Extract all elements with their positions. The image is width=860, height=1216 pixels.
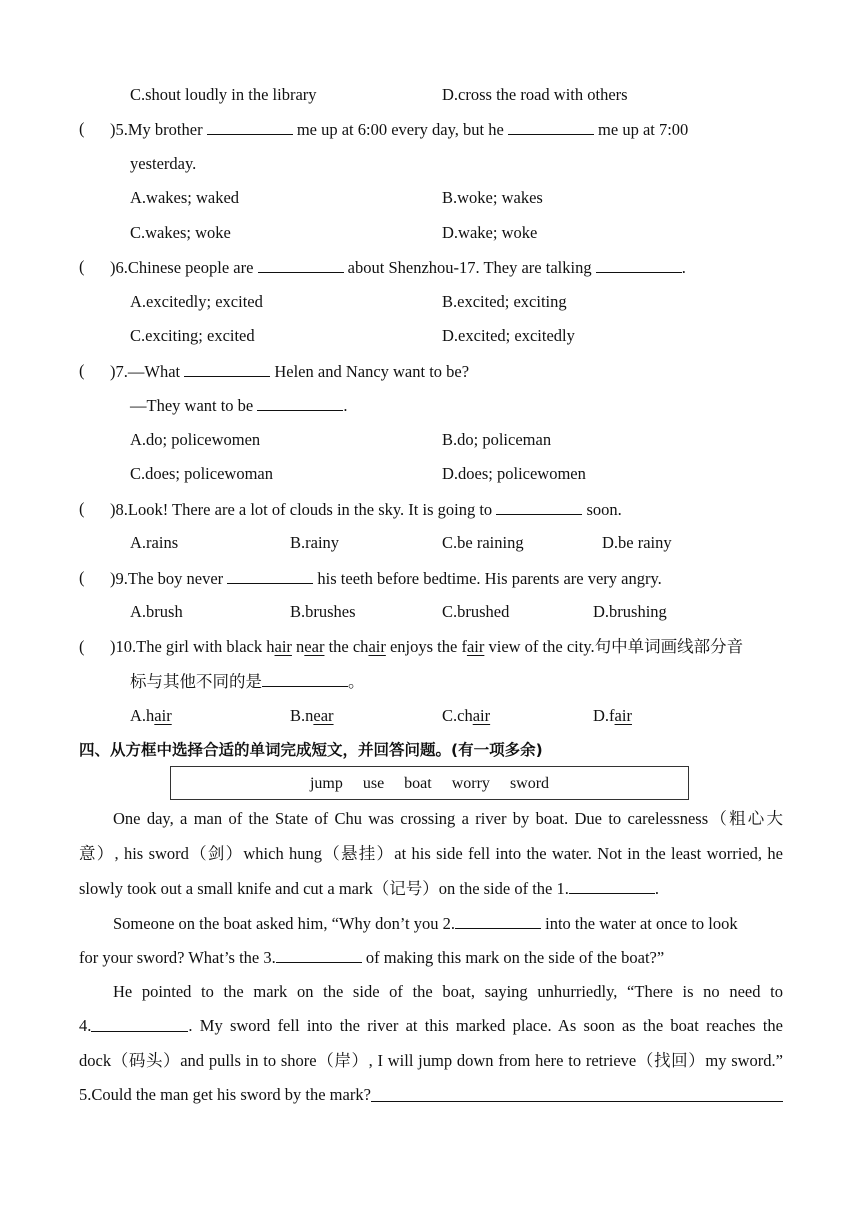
q6-option-b: B.excited; exciting [442, 292, 567, 311]
q7-blank-1[interactable] [184, 360, 270, 377]
q5-stem-cont: yesterday. [130, 154, 197, 173]
question-5-answer-line[interactable] [371, 1084, 783, 1102]
q4-option-c: C.shout loudly in the library [130, 85, 317, 104]
q7-option-b: B.do; policeman [442, 430, 552, 449]
q7-answer-line: —They want to be . [130, 396, 348, 415]
passage-p2-line2: for your sword? What’s the 3. of making this mark on the side of the boat?” [79, 948, 665, 967]
q10-stem: )10.The girl with black hair near the chair enjoys the fair view of the city.句中单词画线部分音 [110, 637, 744, 656]
q9-stem: )9.The boy never his teeth before bedtime. His parents are very angry. [110, 569, 662, 588]
q7-answer-paren[interactable]: ( [79, 361, 85, 380]
passage-blank-3[interactable] [276, 946, 362, 963]
q10-option-c: C.chair [442, 706, 491, 725]
q9-answer-paren[interactable]: ( [79, 568, 85, 587]
q8-option-c: C.be raining [442, 533, 524, 552]
q5-blank-1[interactable] [207, 118, 293, 135]
word-bank-item: boat [404, 775, 432, 792]
passage-p3-line1: He pointed to the mark on the side of the boat, saying unhurriedly, “There is no need to [113, 982, 783, 1001]
word-bank-item: worry [451, 775, 490, 792]
passage-blank-4[interactable] [91, 1015, 188, 1032]
section-4-heading: 四、从方框中选择合适的单词完成短文，并回答问题。(有一项多余) [79, 741, 543, 759]
word-bank-box [170, 766, 689, 800]
q7-stem: )7.—What Helen and Nancy want to be? [110, 362, 470, 381]
q9-blank[interactable] [227, 567, 313, 584]
q4-option-d: D.cross the road with others [442, 85, 628, 104]
q10-option-a: A.hair [130, 706, 172, 725]
q7-blank-2[interactable] [257, 394, 343, 411]
q6-blank-2[interactable] [596, 256, 682, 273]
word-bank-item: jump [309, 775, 343, 792]
passage-blank-2[interactable] [455, 912, 541, 929]
q5-option-d: D.wake; woke [442, 223, 538, 242]
q7-option-c: C.does; policewoman [130, 464, 273, 483]
q5-option-b: B.woke; wakes [442, 188, 543, 207]
q5-option-c: C.wakes; woke [130, 223, 231, 242]
passage-p1-line1: One day, a man of the State of Chu was crossing a river by boat. Due to carelessness（粗心大 [113, 809, 783, 828]
passage-p2-line1: Someone on the boat asked him, “Why don’t you 2. into the water at once to look [113, 914, 738, 933]
q6-blank-1[interactable] [258, 256, 344, 273]
passage-question-5: 5.Could the man get his sword by the mark? [79, 1084, 783, 1106]
passage-p3-line3: dock（码头）and pulls in to shore（岸）, I will jump down from here to retrieve（找回）my sword.” [79, 1051, 783, 1070]
q10-blank[interactable] [262, 670, 348, 687]
q9-option-a: A.brush [130, 602, 183, 621]
q8-option-d: D.be rainy [602, 533, 672, 552]
passage-p1-line3: slowly took out a small knife and cut a mark（记号）on the side of the 1. . [79, 879, 659, 898]
q5-option-a: A.wakes; waked [130, 188, 240, 207]
q10-stem-cont: 标与其他不同的是 。 [130, 672, 365, 691]
q6-answer-paren[interactable]: ( [79, 257, 85, 276]
q8-option-a: A.rains [130, 533, 179, 552]
q8-stem: )8.Look! There are a lot of clouds in the sky. It is going to soon. [110, 500, 622, 519]
q8-blank[interactable] [496, 498, 582, 515]
q8-answer-paren[interactable]: ( [79, 499, 85, 518]
passage-p1-line2: 意）, his sword（剑）which hung（悬挂）at his side fell into the water. Not in the least worried, he [79, 844, 783, 863]
q7-option-a: A.do; policewomen [130, 430, 261, 449]
q10-option-b: B.near [290, 706, 334, 725]
q7-option-d: D.does; policewomen [442, 464, 586, 483]
q6-option-a: A.excitedly; excited [130, 292, 263, 311]
q5-blank-2[interactable] [508, 118, 594, 135]
q9-option-d: D.brushing [593, 602, 667, 621]
q10-option-d: D.fair [593, 706, 632, 725]
passage-p3-line2: 4. . My sword fell into the river at this marked place. As soon as the boat reaches the [79, 1016, 783, 1035]
q6-stem: )6.Chinese people are about Shenzhou-17. They are talking . [110, 258, 686, 277]
word-bank-item: use [362, 775, 385, 792]
q6-option-c: C.exciting; excited [130, 326, 255, 345]
word-bank-item: sword [509, 775, 550, 792]
q9-option-b: B.brushes [290, 602, 356, 621]
q5-stem: )5.My brother me up at 6:00 every day, but he me up at 7:00 [110, 120, 689, 139]
q5-answer-paren[interactable]: ( [79, 119, 85, 138]
q10-answer-paren[interactable]: ( [79, 637, 85, 656]
q6-option-d: D.excited; excitedly [442, 326, 575, 345]
passage-blank-1[interactable] [569, 877, 655, 894]
q9-option-c: C.brushed [442, 602, 510, 621]
q8-option-b: B.rainy [290, 533, 340, 552]
